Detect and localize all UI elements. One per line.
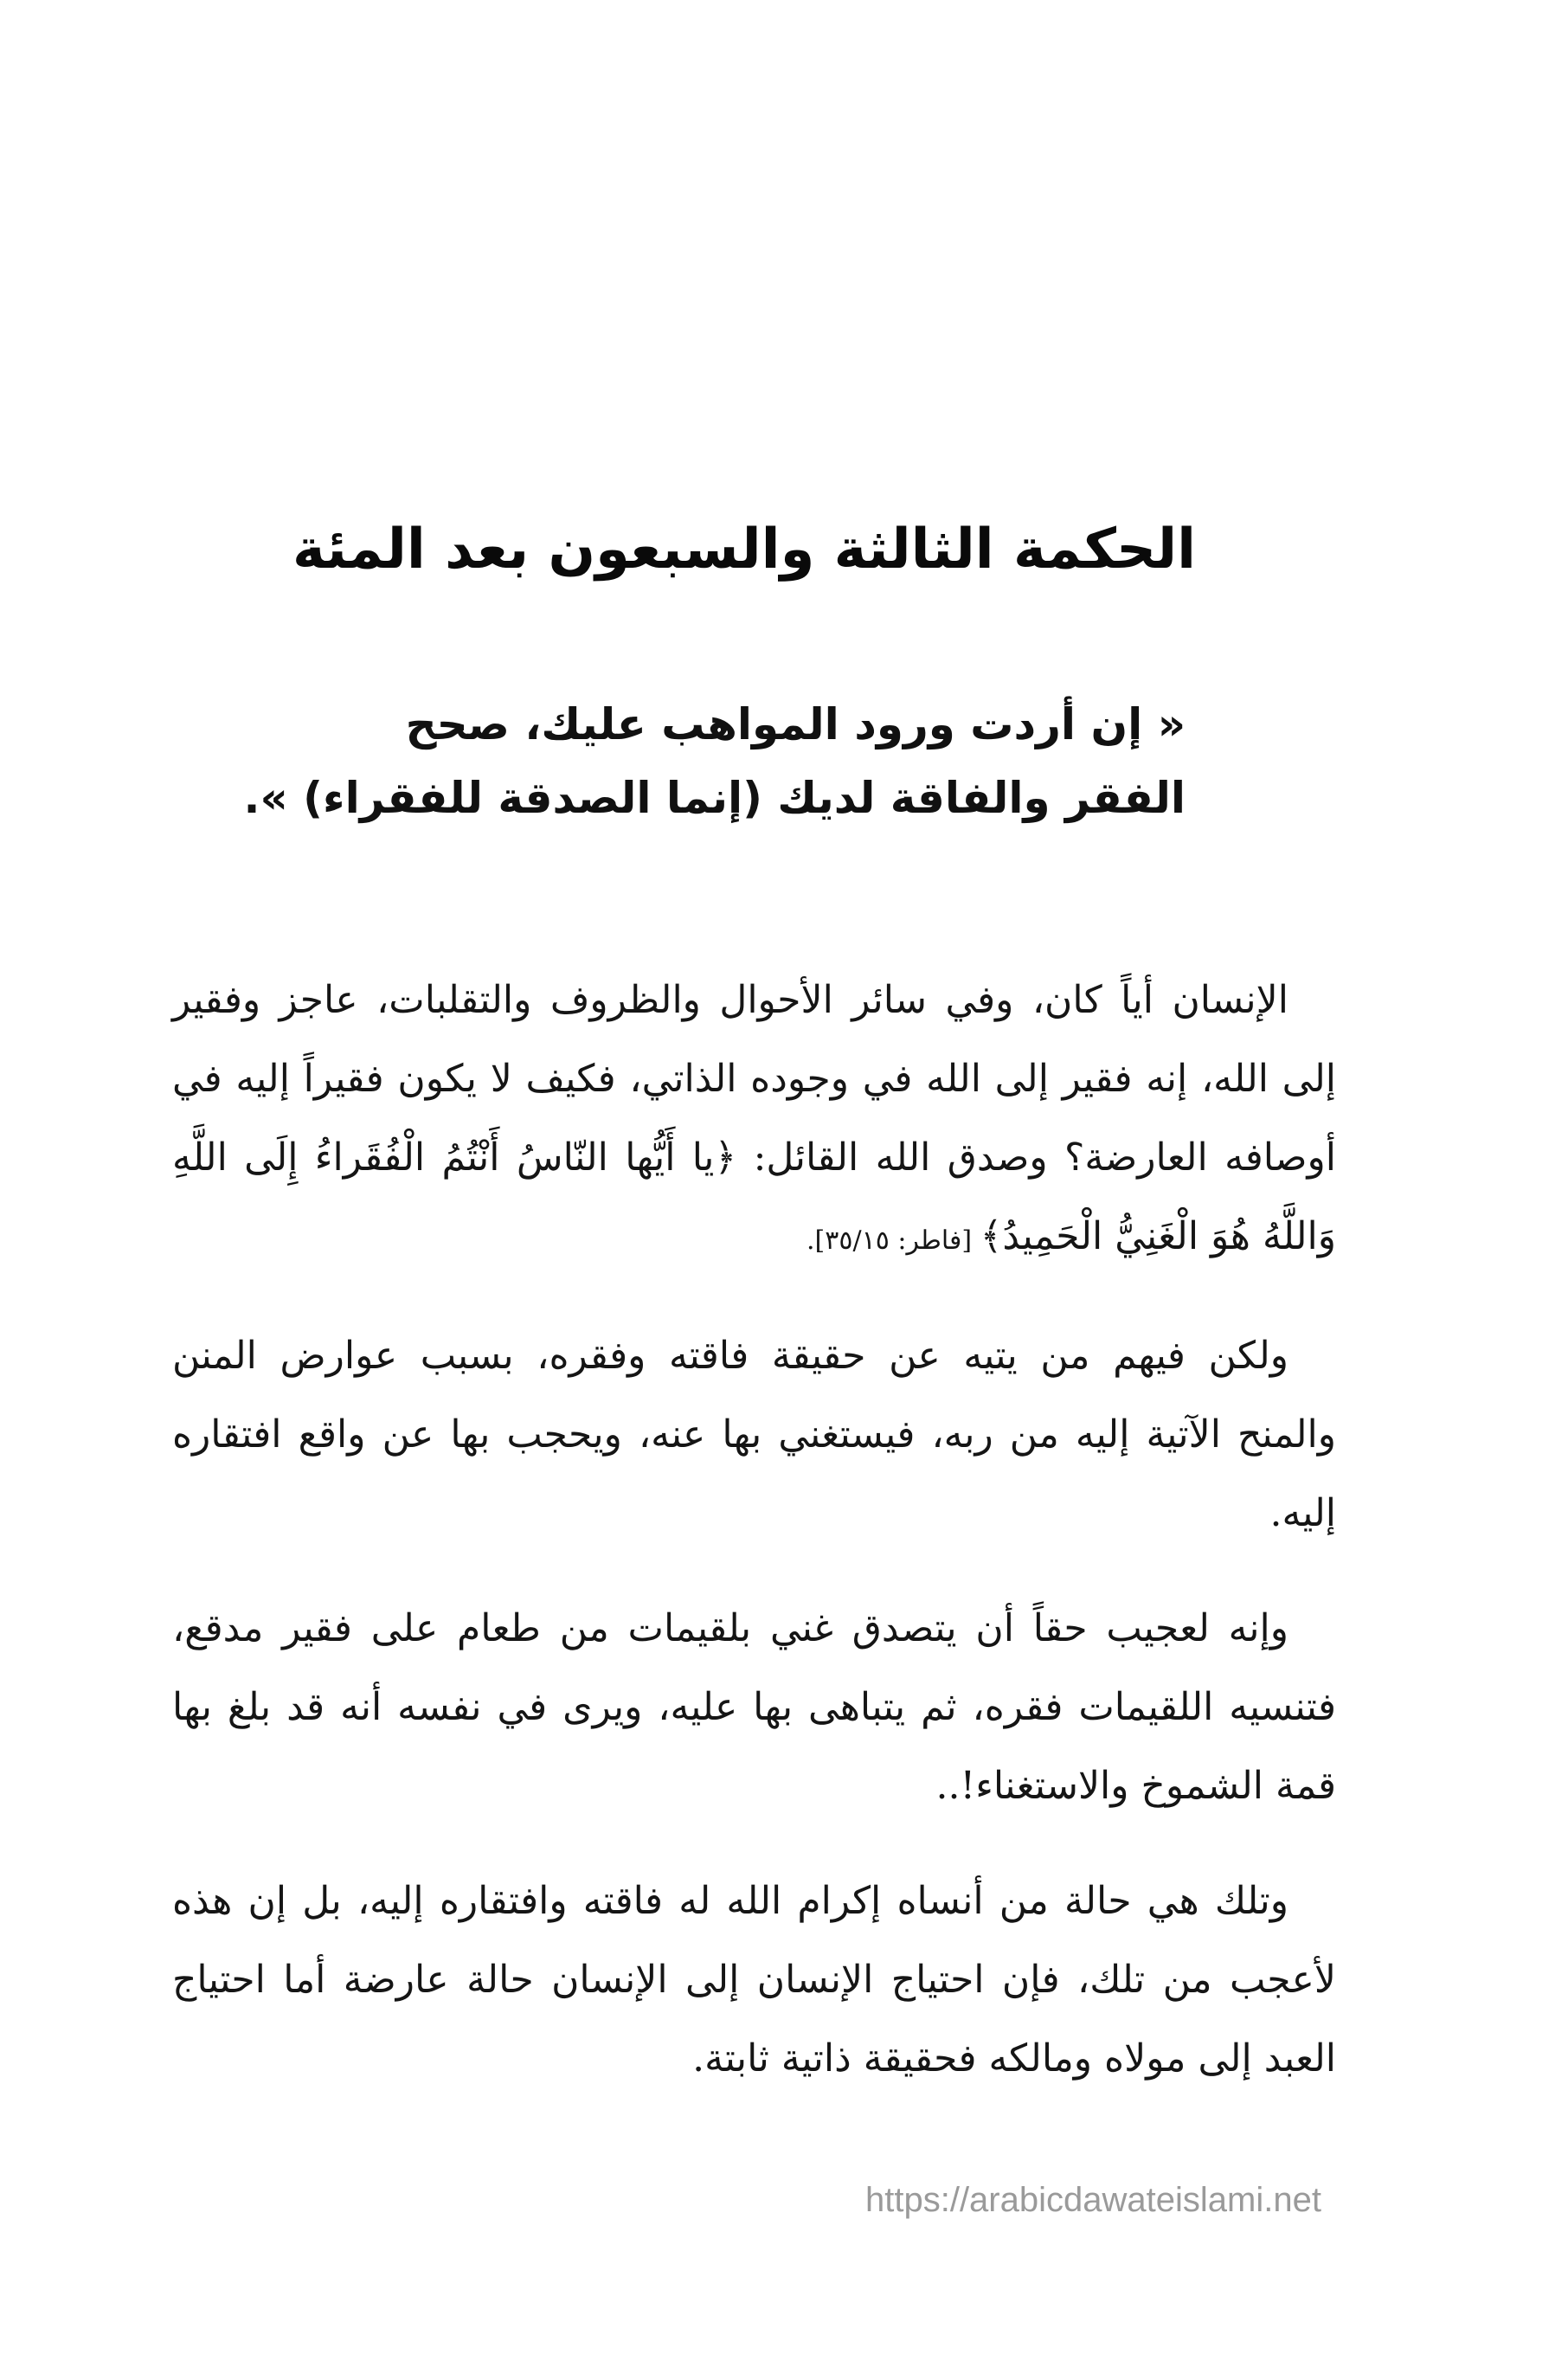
maxim-quote xyxy=(243,688,1186,835)
paragraph-text: وإنه لعجيب حقاً أن يتصدق غني بلقيمات من طعام على فقير مدقع، فتنسيه اللقيمات فقره، ثم يتباهى بها عليه، ويرى في نفسه أنه قد بلغ بها قمة الشموخ والاستغناء!.. xyxy=(172,1606,1336,1808)
quran-verse: ﴿يا أَيُّها النّاسُ أَنْتُمُ الْفُقَراءُ إِلَى اللَّهِ وَاللَّهُ هُوَ الْغَنِيُّ الْحَمِيدُ﴾ xyxy=(172,1135,1336,1258)
paragraph-2 xyxy=(172,1316,1336,1553)
paragraph-text: ولكن فيهم من يتيه عن حقيقة فاقته وفقره، بسبب عوارض المنن والمنح الآتية إليه من ربه، فيستغني بها عنه، ويحجب بها عن واقع افتقاره إليه. xyxy=(172,1334,1336,1535)
paragraph-text: الإنسان أياً كان، وفي سائر الأحوال والظروف والتقلبات، عاجز وفقير إلى الله، إنه فقير إلى الله في وجوده الذاتي، فكيف لا يكون فقيراً إليه في أوصافه العارضة؟ وصدق الله القائل: xyxy=(172,978,1336,1180)
commentary-body xyxy=(172,961,1336,2134)
paragraph-4 xyxy=(172,1862,1336,2098)
paragraph-3 xyxy=(172,1589,1336,1825)
maxim-line-2: الفقر والفاقة لديك (إنما الصدقة للفقراء) ». xyxy=(243,773,1186,823)
source-watermark-link[interactable]: https://arabicdawateislami.net xyxy=(865,2181,1321,2219)
verse-citation: [فاطر: ٣٥/١٥]. xyxy=(806,1225,980,1256)
paragraph-text: وتلك هي حالة من أنساه إكرام الله له فاقته وافتقاره إليه، بل إن هذه لأعجب من تلك، فإن احتياج الإنسان إلى الإنسان حالة عارضة أما احتياج العبد إلى مولاه ومالكه فحقيقة ذاتية ثابتة. xyxy=(172,1879,1336,2081)
paragraph-1 xyxy=(172,961,1336,1280)
chapter-title: الحكمة الثالثة والسبعون بعد المئة xyxy=(292,518,1197,582)
maxim-line-1: « إن أردت ورود المواهب عليك، صحح xyxy=(405,699,1186,749)
